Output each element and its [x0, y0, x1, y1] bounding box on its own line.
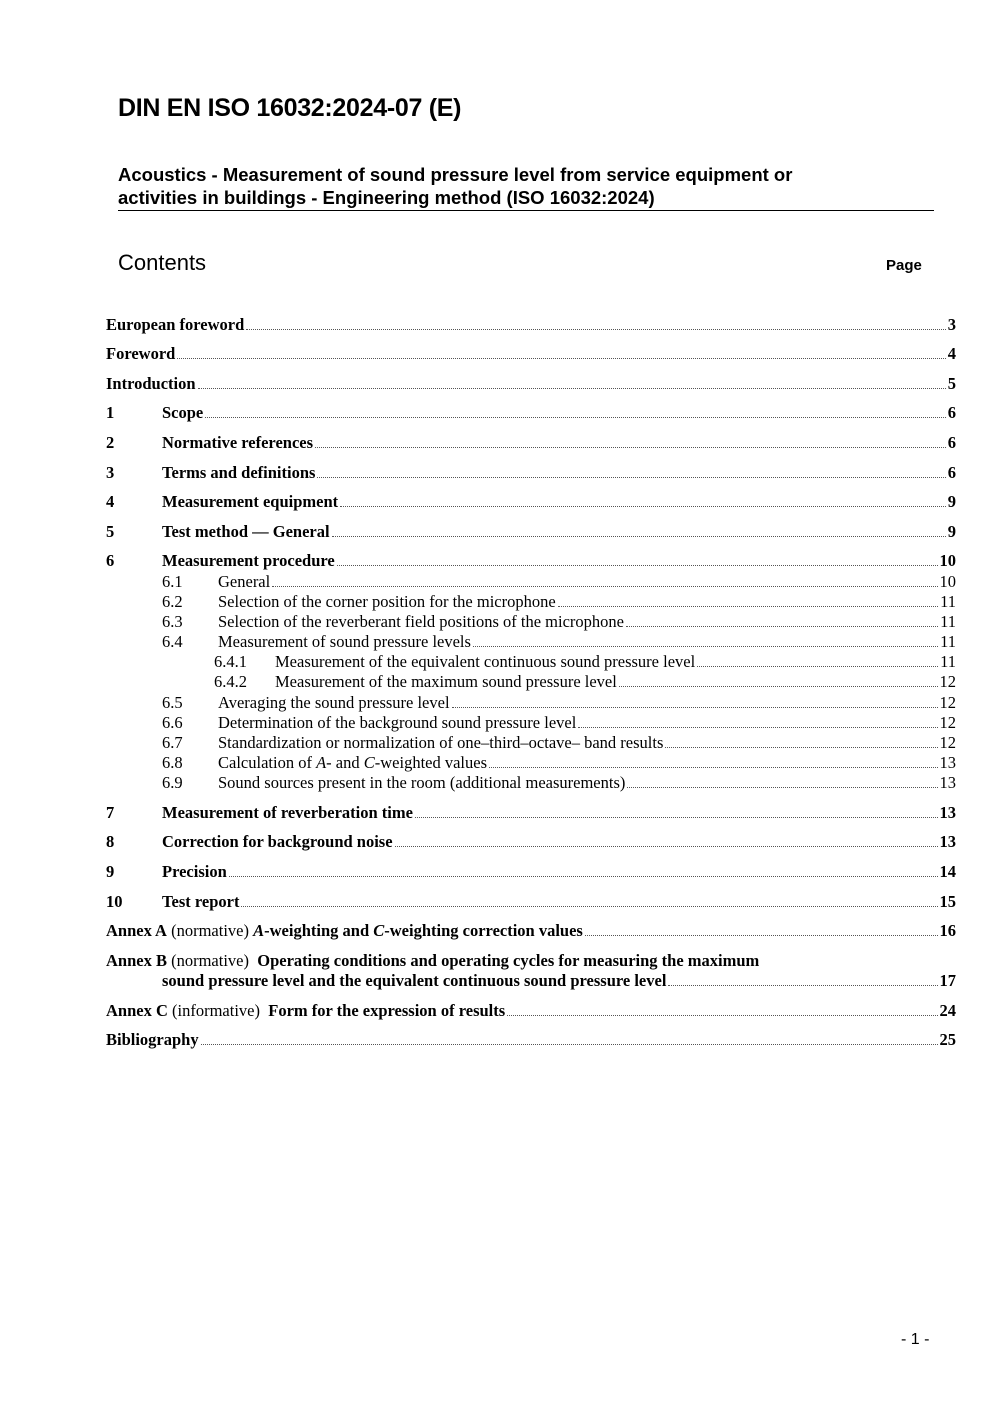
toc-entry-introduction[interactable] [106, 374, 956, 394]
toc-entry-page: 4 [947, 344, 956, 363]
dot-leader [697, 666, 938, 667]
label-part: Calculation of [218, 753, 317, 772]
toc-entry-label: Measurement of the maximum sound pressure level [275, 672, 617, 691]
toc-entry-page: 13 [939, 803, 956, 822]
label-part: -weighted values [374, 753, 488, 772]
dot-leader [229, 876, 938, 877]
toc-entry-number: 10 [106, 892, 123, 911]
toc-entry-annex-a[interactable] [106, 921, 956, 941]
toc-entry-label: Measurement of the equivalent continuous sound pressure level [275, 652, 696, 671]
annex-type: (informative) [167, 1001, 269, 1020]
toc-entry-label: Measurement of sound pressure levels [218, 632, 471, 651]
toc-entry-page: 24 [939, 1001, 956, 1020]
toc-entry-reverberation-time[interactable] [106, 803, 956, 823]
toc-entry-page: 9 [947, 492, 956, 511]
toc-entry-label: General [218, 572, 271, 591]
label-italic-c: C [373, 921, 385, 940]
annex-label: Annex A [106, 921, 167, 940]
toc-entry-normative-references[interactable] [106, 433, 956, 453]
toc-entry-number: 3 [106, 463, 115, 482]
dot-leader [315, 447, 946, 448]
toc-entry-label: Terms and definitions [162, 463, 316, 482]
dot-leader [205, 417, 946, 418]
dot-leader [317, 477, 945, 478]
toc-entry-label: Scope [162, 403, 204, 422]
toc-entry-background-noise[interactable] [106, 832, 956, 852]
toc-entry-6-2[interactable] [106, 592, 956, 612]
toc-entry-number: 6.2 [162, 592, 183, 611]
toc-entry-terms-and-definitions[interactable] [106, 463, 956, 483]
toc-entry-page: 25 [939, 1030, 956, 1049]
toc-entry-number: 8 [106, 832, 115, 851]
dot-leader [337, 565, 938, 566]
toc-entry-number: 6.9 [162, 773, 183, 792]
annex-type: (normative) [166, 921, 254, 940]
toc-entry-label: Precision [162, 862, 227, 881]
toc-entry-6-7[interactable] [106, 733, 956, 753]
toc-entry-measurement-equipment[interactable] [106, 492, 956, 512]
toc-entry-label-line-2: sound pressure level and the equivalent continuous sound pressure level [162, 971, 667, 990]
toc-entry-number: 2 [106, 433, 115, 452]
label-part: -weighting and [264, 921, 374, 940]
toc-entry-precision[interactable] [106, 862, 956, 882]
toc-entry-label: Measurement procedure [162, 551, 335, 570]
toc-entry-label: Determination of the background sound pressure level [218, 713, 577, 732]
toc-entry-label: Averaging the sound pressure level [218, 693, 450, 712]
dot-leader [619, 686, 938, 687]
toc-entry-page: 12 [939, 733, 956, 752]
toc-entry-label [218, 753, 487, 773]
subtitle-line-2: activities in buildings - Engineering method (ISO 16032:2024) [118, 187, 655, 208]
toc-entry-number: 6.5 [162, 693, 183, 712]
toc-entry-label: Selection of the corner position for the microphone [218, 592, 556, 611]
dot-leader [272, 586, 937, 587]
toc-entry-label: Selection of the reverberant field positions of the microphone [218, 612, 624, 631]
toc-entry-page: 6 [947, 463, 956, 482]
toc-entry-foreword[interactable] [106, 344, 956, 364]
toc-entry-label [106, 921, 583, 941]
dot-leader [507, 1015, 937, 1016]
toc-entry-number: 6.4.1 [214, 652, 247, 671]
dot-leader [332, 536, 946, 537]
dot-leader [626, 626, 938, 627]
toc-entry-page: 11 [940, 652, 956, 671]
dot-leader [558, 606, 938, 607]
toc-entry-6-3[interactable] [106, 612, 956, 632]
toc-entry-number: 6.8 [162, 753, 183, 772]
toc-entry-number: 6 [106, 551, 115, 570]
toc-entry-label: Introduction [106, 374, 196, 393]
toc-entry-label-line-1 [106, 951, 759, 971]
toc-entry-number: 6.6 [162, 713, 183, 732]
toc-entry-6-4-1[interactable] [106, 652, 956, 672]
dot-leader [473, 646, 938, 647]
dot-leader [198, 388, 946, 389]
dot-leader [201, 1044, 938, 1045]
dot-leader [627, 787, 937, 788]
toc-entry-page: 15 [939, 892, 956, 911]
toc-entry-label: Measurement of reverberation time [162, 803, 413, 822]
toc-entry-number: 9 [106, 862, 115, 881]
subtitle-line-1: Acoustics - Measurement of sound pressure level from service equipment or [118, 164, 793, 185]
toc-entry-page: 14 [939, 862, 956, 881]
toc-entry-number: 6.3 [162, 612, 183, 631]
toc-entry-6-8[interactable] [106, 753, 956, 773]
dot-leader [241, 906, 937, 907]
toc-entry-page: 11 [940, 592, 956, 611]
label-italic-c: C [363, 753, 375, 772]
toc-entry-label: Bibliography [106, 1030, 199, 1049]
toc-entry-european-foreword[interactable] [106, 315, 956, 335]
toc-entry-page: 17 [939, 971, 956, 990]
dot-leader [585, 935, 938, 936]
annex-label: Annex B [106, 951, 167, 970]
toc-entry-label: Sound sources present in the room (additional measurements) [218, 773, 626, 792]
toc-entry-label: Normative references [162, 433, 314, 452]
toc-entry-label: Test report [162, 892, 240, 911]
toc-entry-label: Correction for background noise [162, 832, 393, 851]
toc-entry-page: 12 [939, 693, 956, 712]
toc-entry-measurement-procedure[interactable] [106, 551, 956, 571]
toc-entry-label [106, 1001, 505, 1021]
toc-entry-scope[interactable] [106, 403, 956, 423]
label-part: - and [326, 753, 364, 772]
document-title: DIN EN ISO 16032:2024-07 (E) [118, 94, 462, 122]
dot-leader [578, 727, 937, 728]
label-part: Form for the expression of results [268, 1001, 506, 1020]
toc-entry-label: Foreword [106, 344, 176, 363]
toc-entry-page: 13 [939, 753, 956, 772]
title-divider [118, 210, 934, 211]
toc-entry-page: 16 [939, 921, 956, 940]
dot-leader [668, 985, 937, 986]
dot-leader [415, 817, 938, 818]
toc-entry-number: 6.7 [162, 733, 183, 752]
toc-entry-6-9[interactable] [106, 773, 956, 793]
toc-entry-page: 10 [939, 551, 956, 570]
toc-entry-number: 7 [106, 803, 115, 822]
toc-entry-page: 13 [939, 773, 956, 792]
toc-entry-page: 6 [947, 433, 956, 452]
dot-leader [340, 506, 946, 507]
toc-entry-label: European foreword [106, 315, 245, 334]
toc-entry-number: 6.4 [162, 632, 183, 651]
annex-label: Annex C [106, 1001, 168, 1020]
toc-entry-number: 5 [106, 522, 115, 541]
toc-entry-test-method-general[interactable] [106, 522, 956, 542]
dot-leader [665, 747, 937, 748]
toc-entry-6-5[interactable] [106, 693, 956, 713]
toc-entry-page: 3 [947, 315, 956, 334]
dot-leader [452, 707, 938, 708]
toc-entry-number: 6.1 [162, 572, 183, 591]
toc-entry-6-6[interactable] [106, 713, 956, 733]
toc-entry-page: 12 [939, 672, 956, 691]
page-column-label: Page [886, 257, 922, 274]
toc-entry-label: Measurement equipment [162, 492, 339, 511]
label-part: Operating conditions and operating cycles for measuring the maximum [257, 951, 760, 970]
toc-entry-page: 6 [947, 403, 956, 422]
toc-entry-page: 12 [939, 713, 956, 732]
toc-entry-test-report[interactable] [106, 892, 956, 912]
label-italic-a: A [253, 921, 265, 940]
document-subtitle [118, 163, 933, 209]
toc-entry-page: 11 [940, 612, 956, 631]
toc-entry-6-1[interactable] [106, 572, 956, 592]
page-number-footer: - 1 - [901, 1331, 930, 1348]
dot-leader [246, 329, 945, 330]
toc-entry-number: 1 [106, 403, 115, 422]
toc-entry-label: Standardization or normalization of one–third–octave– band results [218, 733, 664, 752]
toc-entry-annex-c[interactable] [106, 1001, 956, 1021]
toc-entry-page: 13 [939, 832, 956, 851]
toc-entry-page: 10 [939, 572, 956, 591]
toc-entry-bibliography[interactable] [106, 1030, 956, 1050]
label-part: -weighting correction values [384, 921, 583, 940]
toc-entry-annex-b[interactable] [106, 951, 956, 991]
toc-entry-6-4[interactable] [106, 632, 956, 652]
label-italic-a: A [316, 753, 327, 772]
toc-entry-number: 4 [106, 492, 115, 511]
toc-entry-label: Test method — General [162, 522, 330, 541]
dot-leader [395, 846, 938, 847]
toc-entry-page: 9 [947, 522, 956, 541]
toc-entry-page: 11 [940, 632, 956, 651]
dot-leader [489, 767, 937, 768]
dot-leader [177, 358, 945, 359]
toc-entry-6-4-2[interactable] [106, 672, 956, 692]
contents-heading: Contents [118, 250, 207, 275]
toc-entry-page: 5 [947, 374, 956, 393]
annex-type: (normative) [166, 951, 258, 970]
toc-entry-number: 6.4.2 [214, 672, 247, 691]
